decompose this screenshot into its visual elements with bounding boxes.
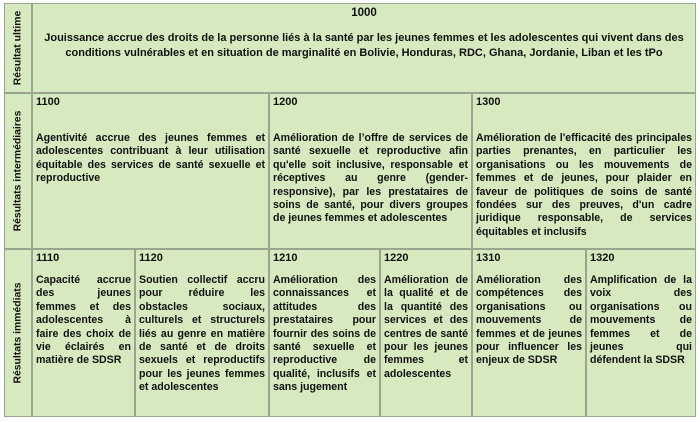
outcome-code: 1210 [273,252,298,264]
intermediate-outcome-1200 [269,93,472,249]
immediate-outcome-1220 [380,249,472,417]
outcome-text: Amélioration des compétences des organisations ou mouvements de femmes et de jeunes pour influencer les enjeux de SDSR [476,274,582,367]
outcome-code: 1100 [36,96,60,108]
tier-label-intermediate [4,93,32,249]
ultimate-outcome-text: Jouissance accrue des droits de la personne liés à la santé par les jeunes femmes et les adolescentes qui vivent dans des conditions vulnérables et en situation de marginalité en Bolivie, Honduras, RDC, Ghana, Jordanie, Liban et les tPo [44,32,684,59]
immediate-outcome-1320 [586,249,696,417]
outcome-code: 1320 [590,252,615,264]
outcome-text: Amélioration de l'efficacité des principales parties prenantes, en particulier les organisations ou les mouvements de femmes et de jeunes, pour plaider en faveur de politiques de soins de santé fondées sur des preuves, d'un cadre juridique responsable, de services équitables et inclusifs [476,132,692,238]
immediate-outcome-1120 [135,249,269,417]
ultimate-outcome-cell [32,3,696,93]
intermediate-outcome-1300 [472,93,696,249]
outcome-code: 1120 [139,252,163,264]
intermediate-outcome-1100 [32,93,269,249]
outcome-code: 1220 [384,252,409,264]
tier-label-ultimate [4,3,32,93]
outcome-text: Amélioration de la qualité et de la quantité des services et des centres de santé pour les jeunes femmes et adolescentes [384,274,468,380]
immediate-outcome-1310 [472,249,586,417]
immediate-outcome-1110 [32,249,135,417]
tier-ultimate-text: Résultat ultime [12,10,24,86]
outcome-code: 1310 [476,252,501,264]
tier-intermediate-text: Résultats intermédiaires [12,110,24,232]
immediate-outcome-1210 [269,249,380,417]
outcome-text: Soutien collectif accru pour réduire les obstacles sociaux, culturels et structurels liés au genre en matière de santé et de droits sexuels et reproductifs pour les jeunes femmes et adolescentes [139,274,265,394]
outcome-text: Amélioration des connaissances et attitudes des prestataires pour fournir des soins de santé sexuelle et reproductive de qualité, inclusifs et sans jugement [273,274,376,394]
outcome-text: Amélioration de l’offre de services de santé sexuelle et reproductive afin qu'elle soit inclusive, responsable et réceptives au genre (gender-responsive), par les prestataires de soins de santé, pour divers groupes de jeunes femmes et adolescentes [273,132,468,225]
ultimate-outcome-code: 1000 [351,7,377,19]
tier-label-immediate [4,249,32,417]
outcome-code: 1200 [273,96,298,108]
outcome-text: Amplification de la voix des organisations ou mouvements de femmes et de jeunes qui défendent la SDSR [590,274,692,367]
outcome-text: Agentivité accrue des jeunes femmes et adolescentes contribuant à leur utilisation équitable des services de santé sexuelle et reproductive [36,132,265,185]
outcome-code: 1300 [476,96,501,108]
outcome-text: Capacité accrue des jeunes femmes et des adolescentes à faire des choix de vie éclairés en matière de SDSR [36,274,131,367]
tier-immediate-text: Résultats immédiats [12,282,24,384]
results-framework-table [4,3,696,417]
outcome-code: 1110 [36,252,60,264]
